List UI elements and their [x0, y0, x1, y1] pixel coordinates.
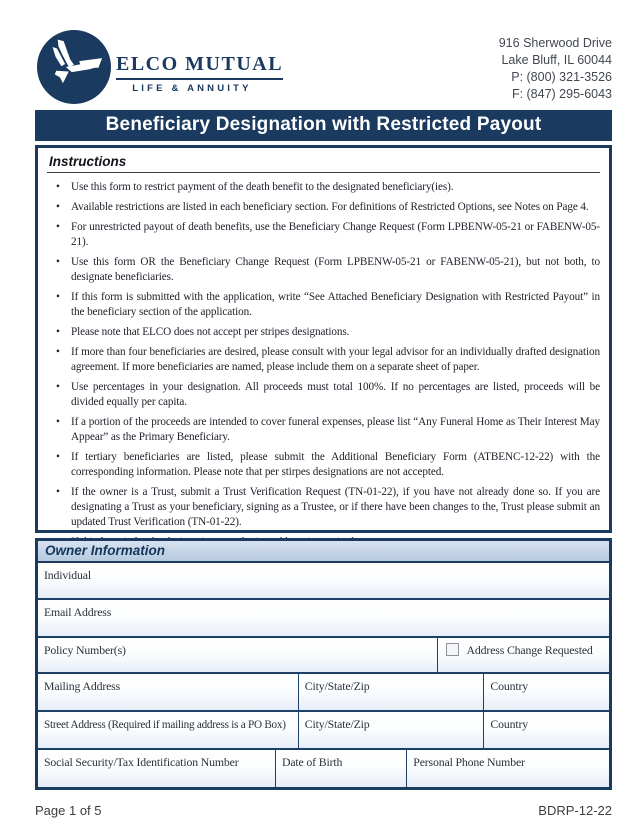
owner-information-heading: Owner Information — [38, 541, 609, 563]
city-state-zip-label: City/State/Zip — [304, 679, 370, 693]
company-address — [499, 35, 612, 103]
instruction-item: • Available restrictions are listed in each beneficiary section. For definitions of Restricted Options, see Notes on Page 4. — [47, 200, 600, 215]
page-footer — [35, 803, 612, 818]
instruction-item: • Use this form to restrict payment of the death benefit to the designated beneficiary(ies). — [47, 180, 600, 195]
street-city-state-zip-field[interactable] — [298, 712, 484, 748]
address-change-checkbox[interactable] — [446, 643, 459, 656]
form-title: Beneficiary Designation with Restricted Payout — [35, 110, 612, 141]
ssn-field[interactable] — [38, 750, 275, 787]
country-label: Country — [490, 717, 528, 731]
personal-phone-field[interactable] — [406, 750, 609, 787]
instruction-item: • If the owner is a Trust, submit a Trust Verification Request (TN-01-22), if you have not already done so. If you are designating a Trust as your beneficiary, signing as a Trustee, or if there have been changes to the, Trust please submit an updated Trust Verification (TN-01-22). — [47, 485, 600, 530]
email-field[interactable] — [38, 600, 609, 636]
date-of-birth-field[interactable] — [275, 750, 406, 787]
instruction-item: • Please note that ELCO does not accept per stripes designations. — [47, 325, 600, 340]
mailing-city-state-zip-field[interactable] — [298, 674, 484, 710]
company-tagline: LIFE & ANNUITY — [132, 83, 252, 94]
mailing-address-field[interactable] — [38, 674, 298, 710]
form-code: BDRP-12-22 — [538, 803, 612, 818]
individual-row — [38, 563, 609, 600]
date-of-birth-label: Date of Birth — [281, 755, 343, 769]
policy-numbers-label: Policy Number(s) — [44, 643, 126, 657]
instruction-item: • For unrestricted payout of death benefits, use the Beneficiary Change Request (Form LPBENW-05-21 or FABENW-05-21). — [47, 220, 600, 250]
company-name: ELCO MUTUAL — [116, 53, 283, 80]
instruction-item: • If more than four beneficiaries are desired, please consult with your legal advisor for an individually drafted designation agreement. If more beneficiaries are named, please include them on a separate sheet of paper. — [47, 345, 600, 375]
personal-phone-label: Personal Phone Number — [413, 755, 525, 769]
mailing-address-row — [38, 674, 609, 712]
policy-numbers-field[interactable] — [38, 638, 437, 672]
city-state-zip-label: City/State/Zip — [304, 717, 370, 731]
address-line: 916 Sherwood Drive — [498, 36, 612, 50]
page-indicator: Page 1 of 5 — [35, 803, 102, 818]
mailing-country-field[interactable] — [483, 674, 609, 710]
phone-line: P: (800) 321-3526 — [511, 70, 612, 84]
instruction-item: • If this form is submitted with the application, write “See Attached Beneficiary Designation with Restricted Payout” in the beneficiary section of the application. — [47, 290, 600, 320]
street-address-field[interactable] — [38, 712, 298, 748]
instruction-item: • Use this form OR the Beneficiary Change Request (Form LPBENW-05-21 or FABENW-05-21), but not both, to designate beneficiaries. — [47, 255, 600, 285]
email-label: Email Address — [44, 605, 112, 619]
address-change-cell — [437, 638, 609, 672]
instructions-section — [35, 145, 612, 533]
instructions-list — [47, 180, 600, 550]
brand-block — [116, 53, 286, 94]
owner-information-section — [35, 538, 612, 790]
email-row — [38, 600, 609, 638]
mailing-address-label: Mailing Address — [44, 679, 121, 693]
street-address-label: Street Address (Required if mailing address is a PO Box) — [44, 719, 286, 731]
individual-label: Individual — [44, 568, 91, 582]
address-change-label: Address Change Requested — [466, 643, 593, 657]
instructions-heading: Instructions — [47, 152, 600, 173]
ssn-dob-phone-row — [38, 750, 609, 787]
country-label: Country — [490, 679, 528, 693]
policy-row — [38, 638, 609, 674]
street-country-field[interactable] — [483, 712, 609, 748]
individual-field[interactable] — [38, 563, 609, 598]
instruction-item: • Use percentages in your designation. All proceeds must total 100%. If no percentages are listed, proceeds will be divided equally per capita. — [47, 380, 600, 410]
eagle-icon — [37, 30, 111, 104]
instruction-item: • If tertiary beneficiaries are listed, please submit the Additional Beneficiary Form (ATBENC-12-22) with the corresponding information. Please note that per stirpes designations are not accepted. — [47, 450, 600, 480]
instruction-item: • If a portion of the proceeds are intended to cover funeral expenses, please list “Any Funeral Home as Their Interest May Appear” as the Primary Beneficiary. — [47, 415, 600, 445]
fax-line: F: (847) 295-6043 — [511, 87, 612, 101]
ssn-label: Social Security/Tax Identification Number — [44, 755, 239, 769]
street-address-row — [38, 712, 609, 750]
address-line: Lake Bluff, IL 60044 — [501, 53, 612, 67]
